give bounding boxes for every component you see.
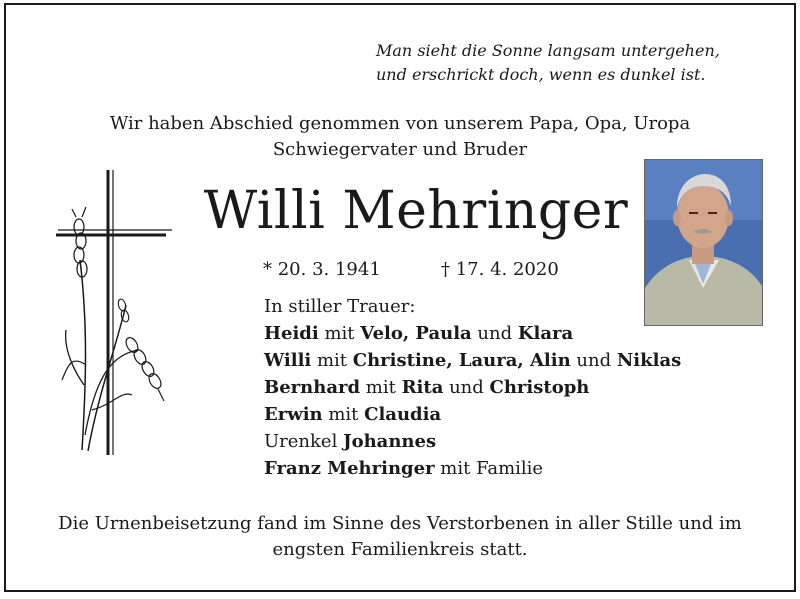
life-dates bbox=[263, 257, 559, 283]
burial-note-line-1: Die Urnenbeisetzung fand im Sinne des Verstorbenen in aller Stille und im bbox=[58, 513, 742, 534]
mourner-name: Johannes bbox=[343, 431, 437, 452]
mourner-name: Rita bbox=[401, 377, 444, 398]
deceased-name: Willi Mehringer bbox=[203, 181, 629, 241]
intro-text bbox=[6, 111, 794, 163]
death-date: † 17. 4. 2020 bbox=[441, 259, 559, 280]
mourner-connector: mit bbox=[311, 350, 353, 371]
mourner-line bbox=[264, 320, 681, 347]
mourner-name: Heidi bbox=[264, 323, 319, 344]
mourners-lines bbox=[264, 320, 681, 482]
mourner-connector: und bbox=[471, 323, 518, 344]
mourner-name: Willi bbox=[264, 350, 312, 371]
cross-with-wheat-icon bbox=[52, 165, 178, 465]
motto-line-2: und erschrickt doch, wenn es dunkel ist. bbox=[376, 65, 706, 84]
mourners-heading: In stiller Trauer: bbox=[264, 296, 416, 317]
mourner-connector: mit bbox=[318, 323, 361, 344]
mourner-connector: Urenkel bbox=[264, 431, 344, 452]
mourner-name: Christoph bbox=[489, 377, 590, 398]
mourner-name: Bernhard bbox=[264, 377, 361, 398]
mourner-name: Franz Mehringer bbox=[264, 458, 435, 479]
burial-note-line-2: engsten Familienkreis statt. bbox=[272, 539, 528, 560]
mourner-name: Claudia bbox=[364, 404, 442, 425]
mourner-line bbox=[264, 347, 681, 374]
mourner-name: Erwin bbox=[264, 404, 323, 425]
mourners-list bbox=[264, 293, 681, 482]
mourner-line bbox=[264, 374, 681, 401]
mourner-connector: mit Familie bbox=[434, 458, 544, 479]
motto-quote bbox=[376, 39, 736, 87]
intro-line-1: Wir haben Abschied genommen von unserem Papa, Opa, Uropa bbox=[109, 113, 691, 134]
obituary-notice bbox=[4, 3, 796, 592]
burial-note bbox=[6, 511, 794, 563]
mourner-connector: mit bbox=[322, 404, 365, 425]
mourner-line bbox=[264, 428, 681, 455]
mourner-connector: und bbox=[443, 377, 490, 398]
motto-line-1: Man sieht die Sonne langsam untergehen, bbox=[376, 41, 720, 60]
birth-date: * 20. 3. 1941 bbox=[263, 259, 381, 280]
mourner-name: Velo, Paula bbox=[360, 323, 472, 344]
mourner-name: Christine, Laura, Alin bbox=[352, 350, 571, 371]
mourner-connector: und bbox=[570, 350, 617, 371]
mourner-line bbox=[264, 455, 681, 482]
mourner-line bbox=[264, 401, 681, 428]
mourner-connector: mit bbox=[360, 377, 402, 398]
mourner-name: Niklas bbox=[616, 350, 682, 371]
intro-line-2: Schwiegervater und Bruder bbox=[272, 139, 528, 160]
mourner-name: Klara bbox=[517, 323, 574, 344]
